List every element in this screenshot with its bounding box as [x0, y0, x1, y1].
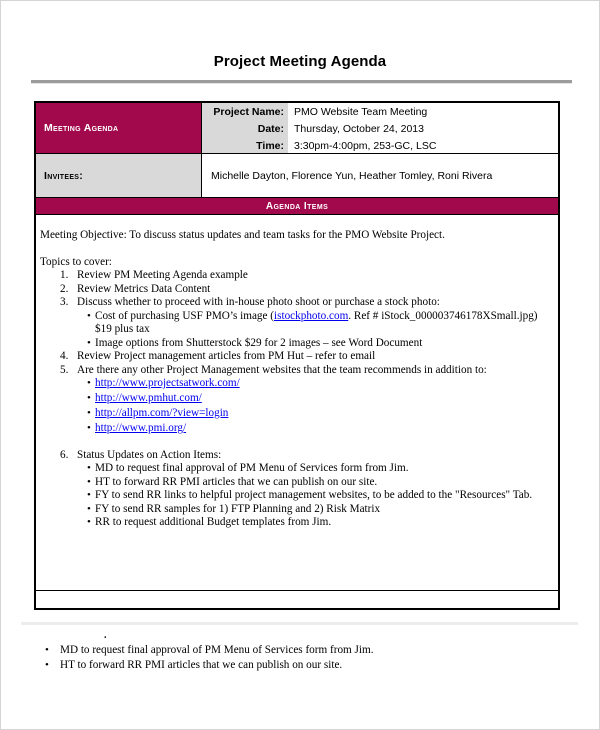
- agenda-content-cell: [36, 215, 558, 591]
- bullet-icon: [87, 377, 95, 391]
- bullet-icon: [87, 462, 95, 476]
- topic-item-1: [40, 269, 550, 283]
- cost-text-suffix: . Ref # iStock_000003746178XSmall.jpg) $19 plus tax: [95, 309, 538, 335]
- topic-text: Review Metrics Data Content: [77, 282, 211, 295]
- topic-item-4: [40, 350, 550, 364]
- cost-text-prefix: Cost of purchasing USF PMO’s image (: [95, 309, 274, 322]
- topic-text: Review Project management articles from PM Hut – refer to email: [77, 350, 376, 362]
- bullet-icon: [45, 658, 60, 673]
- allpm-link[interactable]: http://allpm.com/?view=login: [95, 407, 229, 419]
- agenda-items-banner: [36, 198, 558, 215]
- invitees-value: Michelle Dayton, Florence Yun, Heather Tomley, Roni Rivera: [211, 169, 493, 182]
- topic-item-3: [40, 296, 550, 310]
- topic-number: 3.: [60, 296, 69, 308]
- invitees-header-cell: [36, 154, 202, 197]
- bullet-text: HT to forward RR PMI articles that we can publish on our site.: [95, 475, 378, 488]
- time-label: Time:: [256, 139, 284, 152]
- topics-heading: Topics to cover:: [40, 255, 112, 268]
- topic6-bullet-item: [87, 489, 550, 503]
- date-label: Date:: [257, 122, 284, 135]
- bullet-icon: [87, 407, 95, 421]
- agenda-items-label: Agenda Items: [265, 200, 329, 212]
- meeting-info-table: [34, 101, 560, 610]
- topic6-bullet-item: [87, 462, 550, 476]
- topic5-link-item: [87, 392, 550, 406]
- topic-text: Review PM Meeting Agenda example: [77, 269, 248, 281]
- invitees-label: Invitees:: [44, 169, 84, 182]
- empty-table-row: [36, 591, 558, 608]
- meeting-objective: Meeting Objective: To discuss status updates and team tasks for the PMO Website Project.: [40, 229, 445, 241]
- footer-bullet-item: [45, 643, 565, 658]
- pmi-link[interactable]: http://www.pmi.org/: [95, 422, 187, 434]
- topic-number: 4.: [60, 350, 69, 362]
- istockphoto-link[interactable]: istockphoto.com: [274, 309, 349, 322]
- topic3-bullet-image-options: [87, 337, 550, 351]
- date-value: Thursday, October 24, 2013: [294, 122, 424, 135]
- meeting-agenda-header-cell: [36, 103, 202, 153]
- bullet-icon: [87, 337, 95, 351]
- spacer: [40, 243, 550, 256]
- bullet-icon: [87, 392, 95, 406]
- topic-text: Are there any other Project Management websites that the team recommends in addition to:: [77, 363, 487, 376]
- footer-bullet-list: [45, 643, 565, 672]
- pmhut-link[interactable]: http://www.pmhut.com/: [95, 392, 202, 404]
- bullet-icon: [87, 503, 95, 517]
- footer-bullet-text: MD to request final approval of PM Menu of Services form from Jim.: [60, 644, 374, 656]
- bullet-icon: [87, 422, 95, 436]
- invitees-value-cell: [202, 154, 558, 197]
- project-name-value: PMO Website Team Meeting: [294, 105, 428, 118]
- project-name-label: Project Name:: [213, 105, 284, 118]
- footer-bullet-item: [45, 658, 565, 673]
- topic-text: Status Updates on Action Items:: [77, 448, 222, 461]
- bullet-text: FY to send RR links to helpful project management websites, to be added to the "Resources" Tab.: [95, 489, 533, 501]
- topic6-bullet-item: [87, 516, 550, 530]
- topic-item-5: [40, 364, 550, 378]
- topic6-bullet-item: [87, 476, 550, 490]
- page-title: Project Meeting Agenda: [213, 53, 387, 70]
- invitees-row: [36, 154, 558, 198]
- bullet-text: [95, 310, 550, 337]
- bullet-icon: [87, 516, 95, 530]
- topic-item-2: [40, 283, 550, 297]
- footer-divider: [21, 622, 578, 625]
- field-label-column: [202, 103, 288, 153]
- topic3-bullet-cost: [87, 310, 550, 337]
- topic5-link-item: [87, 377, 550, 391]
- topic-number: 5.: [60, 363, 69, 376]
- projectsatwork-link[interactable]: http://www.projectsatwork.com/: [95, 377, 240, 389]
- topic-number: 6.: [60, 448, 69, 461]
- bullet-text: RR to request additional Budget templates from Jim.: [95, 516, 332, 528]
- title-divider: [31, 80, 572, 84]
- meeting-agenda-label: Meeting Agenda: [44, 122, 119, 134]
- topic-text: Discuss whether to proceed with in-house photo shoot or purchase a stock photo:: [77, 296, 440, 308]
- bullet-icon: [87, 310, 95, 337]
- bullet-text: FY to send RR samples for 1) FTP Planning and 2) Risk Matrix: [95, 502, 381, 515]
- stray-period-mark: .: [104, 630, 107, 641]
- topic-number: 2.: [60, 282, 69, 295]
- meeting-header-row: [36, 103, 558, 154]
- topic-number: 1.: [60, 269, 69, 281]
- topic5-link-item: [87, 422, 550, 436]
- bullet-text: MD to request final approval of PM Menu of Services form from Jim.: [95, 462, 409, 474]
- topic6-bullet-item: [87, 503, 550, 517]
- topic5-link-item: [87, 407, 550, 421]
- bullet-text: Image options from Shutterstock $29 for 2 images – see Word Document: [95, 336, 423, 349]
- field-value-column: [288, 103, 558, 153]
- time-value: 3:30pm-4:00pm, 253-GC, LSC: [294, 139, 437, 152]
- bullet-icon: [87, 476, 95, 490]
- bullet-icon: [45, 643, 60, 658]
- topic-item-6: [40, 449, 550, 463]
- footer-bullet-text: HT to forward RR PMI articles that we can publish on our site.: [60, 658, 343, 671]
- bullet-icon: [87, 489, 95, 503]
